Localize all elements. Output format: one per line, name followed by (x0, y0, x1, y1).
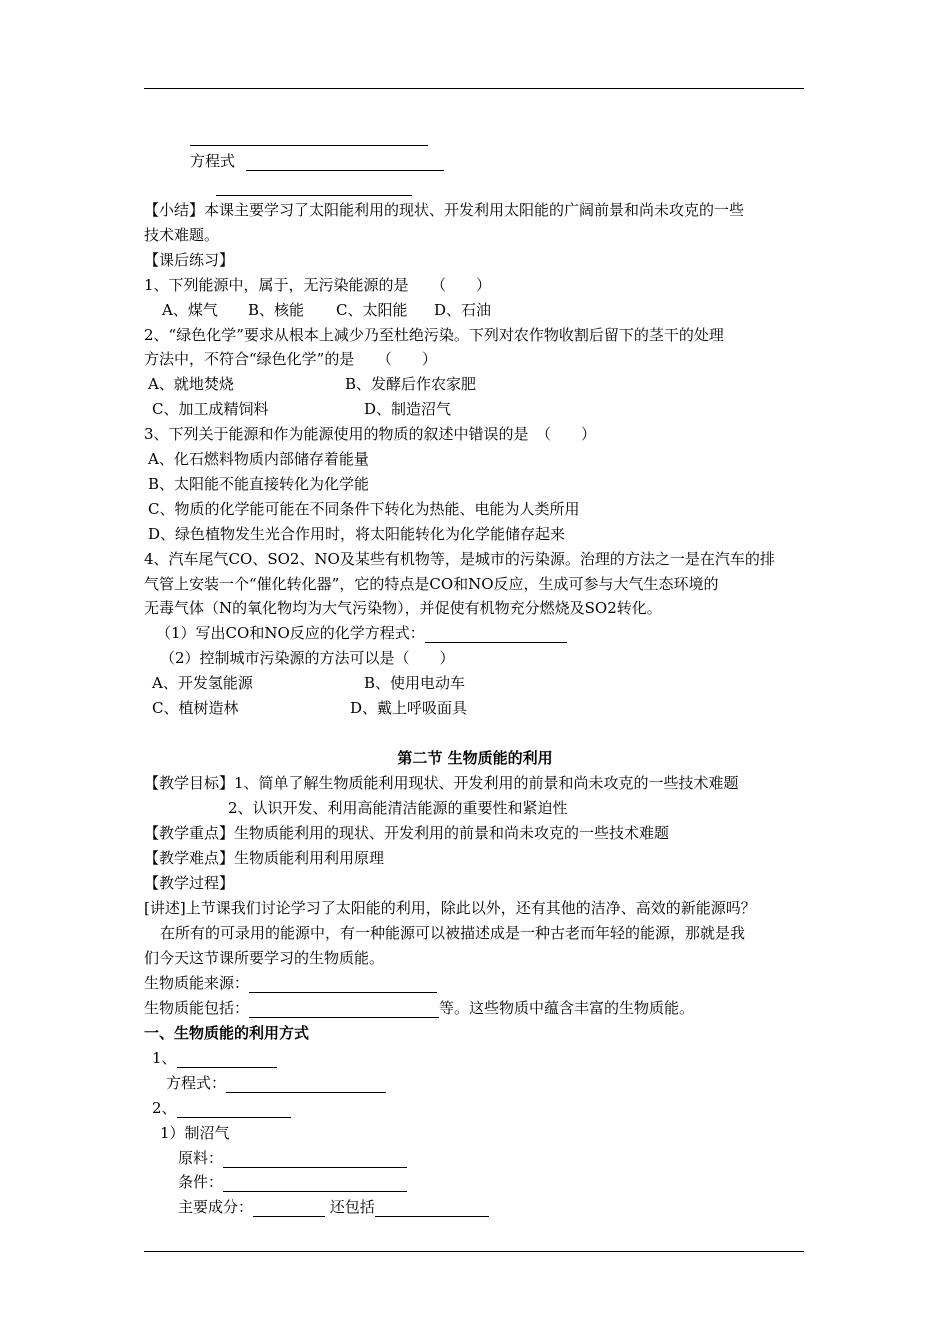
q1-option-b: B、核能 (248, 301, 305, 319)
biomass-include-blank[interactable] (249, 1001, 439, 1018)
question-3: 3、下列关于能源和作为能源使用的物质的叙述中错误的是 （ ） (144, 425, 597, 443)
summary-line-2: 技术难题。 (144, 226, 220, 244)
equation-line (190, 151, 444, 171)
q2-option-d: D、制造沼气 (364, 400, 452, 418)
usage-item-1-equation (166, 1073, 386, 1093)
biomass-include-tail: 等。这些物质中蕴含丰富的生物质能。 (439, 999, 695, 1017)
q1-option-c: C、太阳能 (336, 301, 408, 319)
q2-option-b: B、发酵后作农家肥 (345, 375, 477, 393)
q4-equation-blank[interactable] (425, 626, 567, 643)
biogas-heading: 1）制沼气 (160, 1124, 230, 1142)
q1-option-a: A、煤气 (162, 301, 218, 319)
condition-blank[interactable] (223, 1175, 407, 1192)
q4-option-b: B、使用电动车 (364, 674, 466, 692)
q4-option-a: A、开发氢能源 (152, 674, 253, 692)
also-includes-label: 还包括 (329, 1198, 375, 1216)
q2-option-a: A、就地焚烧 (148, 375, 234, 393)
biogas-condition (178, 1172, 407, 1192)
also-includes-blank[interactable] (375, 1200, 489, 1217)
q4-part-1 (156, 623, 567, 643)
q4-part-2: （2）控制城市污染源的方法可以是（ ） (160, 649, 455, 667)
q3-option-a: A、化石燃料物质内部储存着能量 (148, 450, 369, 468)
exercise-heading: 【课后练习】 (144, 251, 235, 269)
q4-option-c: C、植树造林 (152, 699, 239, 717)
usage-item-1-equation-label: 方程式： (166, 1074, 227, 1092)
heading-usage: 一、生物质能的利用方式 (144, 1024, 310, 1042)
usage-item-1-blank[interactable] (177, 1051, 277, 1068)
biogas-composition (178, 1197, 489, 1217)
biomass-source-label: 生物质能来源： (144, 974, 250, 992)
biomass-include (144, 998, 694, 1018)
q4-part-1-text: （1）写出CO和NO反应的化学方程式： (156, 624, 425, 642)
raw-material-blank[interactable] (223, 1151, 407, 1168)
question-4-line-3: 无毒气体（N的氧化物均为大气污染物），并促使有机物充分燃烧及SO2转化。 (144, 599, 662, 617)
biomass-include-label: 生物质能包括： (144, 999, 250, 1017)
q4-option-d: D、戴上呼吸面具 (350, 699, 468, 717)
usage-item-2-blank[interactable] (177, 1101, 291, 1118)
composition-label: 主要成分： (178, 1198, 254, 1216)
section-title: 第二节 生物质能的利用 (397, 749, 553, 767)
answer-blank-second[interactable] (216, 176, 412, 196)
teaching-goal-2: 2、认识开发、利用高能清洁能源的重要性和紧迫性 (228, 799, 568, 817)
q1-option-d: D、石油 (434, 301, 492, 319)
usage-item-1 (152, 1048, 277, 1068)
teaching-goal-1: 【教学目标】1、简单了解生物质能利用现状、开发利用的前景和尚未攻克的一些技术难题 (144, 774, 739, 792)
composition-blank[interactable] (253, 1200, 325, 1217)
teaching-process: 【教学过程】 (144, 874, 235, 892)
q3-option-c: C、物质的化学能可能在不同条件下转化为热能、电能为人类所用 (148, 500, 580, 518)
usage-item-1-equation-blank[interactable] (226, 1076, 386, 1093)
biogas-raw-material (178, 1148, 407, 1168)
question-4-line-1: 4、汽车尾气CO、SO2、NO及某些有机物等，是城市的污染源。治理的方法之一是在汽车的排 (144, 550, 775, 568)
question-2-line-1: 2、“绿色化学”要求从根本上减少乃至杜绝污染。下列对农作物收割后留下的茎干的处理 (144, 326, 724, 344)
intro-paragraph-line-1: 在所有的可录用的能源中，有一种能源可以被描述成是一种古老而年轻的能源，那就是我 (160, 924, 746, 942)
usage-item-2-number: 2、 (152, 1099, 177, 1117)
lecture-line: [讲述]上节课我们讨论学习了太阳能的利用，除此以外，还有其他的洁净、高效的新能源吗？ (144, 899, 756, 917)
usage-item-1-number: 1、 (152, 1049, 177, 1067)
q3-option-d: D、绿色植物发生光合作用时，将太阳能转化为化学能储存起来 (148, 525, 566, 543)
biomass-source-blank[interactable] (249, 976, 437, 993)
raw-material-label: 原料： (178, 1149, 224, 1167)
condition-label: 条件： (178, 1173, 224, 1191)
header-rule (144, 88, 804, 89)
biomass-source (144, 973, 437, 993)
question-2-line-2: 方法中，不符合“绿色化学”的是 （ ） (144, 350, 437, 368)
question-1: 1、下列能源中，属于，无污染能源的是 （ ） (144, 276, 492, 294)
equation-label: 方程式 (190, 152, 236, 170)
usage-item-2 (152, 1098, 291, 1118)
answer-blank-top[interactable] (190, 126, 428, 146)
equation-blank[interactable] (246, 154, 444, 171)
intro-paragraph-line-2: 们今天这节课所要学习的生物质能。 (144, 949, 385, 967)
q3-option-b: B、太阳能不能直接转化为化学能 (148, 475, 370, 493)
teaching-key: 【教学重点】生物质能利用的现状、开发利用的前景和尚未攻克的一些技术难题 (144, 824, 670, 842)
question-4-line-2: 气管上安装一个“催化转化器”，它的特点是CO和NO反应，生成可参与大气生态环境的 (144, 575, 719, 593)
q2-option-c: C、加工成精饲料 (152, 400, 269, 418)
teaching-difficulty: 【教学难点】生物质能利用利用原理 (144, 849, 385, 867)
footer-rule (144, 1251, 804, 1252)
summary-line-1: 【小结】本课主要学习了太阳能利用的现状、开发利用太阳能的广阔前景和尚未攻克的一些 (144, 201, 745, 219)
